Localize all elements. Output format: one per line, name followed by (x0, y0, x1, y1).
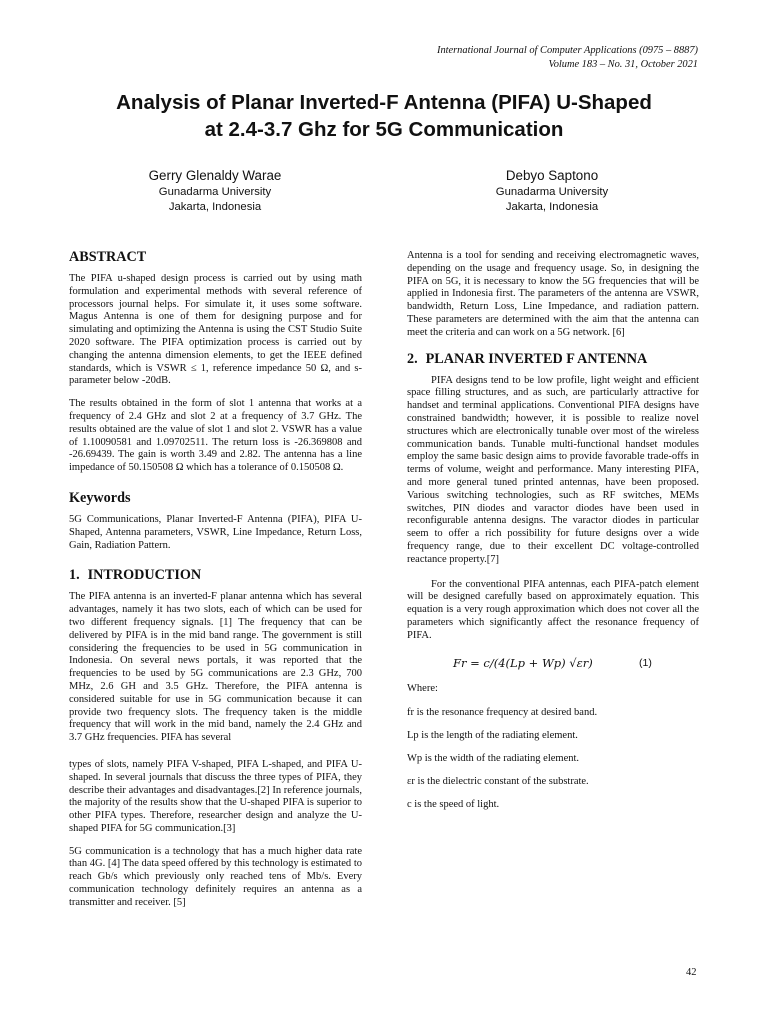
section-number: 2. (407, 350, 418, 367)
equation-number: (1) (639, 656, 652, 669)
where-label: Where: (407, 682, 438, 694)
keywords-text: 5G Communications, Planar Inverted-F Antenna (PIFA), PIFA U-Shaped, Antenna parameters, VSWR, Line Impedance, Return Loss, Gain, Radiation Pattern. (69, 513, 362, 551)
title-line-2: at 2.4-3.7 Ghz for 5G Communication (204, 118, 564, 141)
title-line-1: Analysis of Planar Inverted-F Antenna (PIFA) U-Shaped (116, 91, 652, 114)
abstract-heading: ABSTRACT (69, 249, 147, 265)
author-location: Jakarta, Indonesia (168, 201, 262, 213)
journal-volume: Volume 183 – No. 31, October 2021 (548, 59, 698, 70)
author-location: Jakarta, Indonesia (505, 201, 599, 213)
author-name: Gerry Glenaldy Warae (148, 168, 282, 183)
author-block-2 (422, 167, 682, 215)
equation-formula: Fr = c/(4(Lp + Wp) √εr) (453, 655, 593, 670)
abstract-paragraph-2: The results obtained in the form of slot 1 antenna that works at a frequency of 2.4 GHz and slot 2 at a frequency of 3.7 GHz. The results obtained are the value of slot 1 and slot 2. VSWR has a value of 1.10090581 and 1.09702511. The return loss is -26.369808 and -26.69439. The gain is worth 3.49 and 2.82. The antenna has a line impedance of 50.150508 Ω which has a tolerance of 0.150508 Ω. (69, 398, 362, 474)
author-name: Debyo Saptono (505, 168, 599, 183)
section2-paragraph-2: For the conventional PIFA antennas, each PIFA-patch element will be designed carefully based on approximately equation. This equation is a very rough approximation which does not cover all the parameters which significantly affect the resonance frequency of PIFA. (407, 578, 699, 641)
journal-name: International Journal of Computer Applications (0975 – 8887) (436, 45, 698, 56)
author-block-1 (85, 167, 345, 215)
left-column (69, 248, 362, 920)
author-affiliation: Gunadarma University (158, 186, 272, 198)
intro-paragraph-4: Antenna is a tool for sending and receiving electromagnetic waves, depending on the usage and frequency usage. So, in designing the PIFA on 5G, it is necessary to know the 5G frequencies that will be applied in Indonesia first. The parameters of the antenna are VSWR, bandwidth, Return Loss, Line Impedance, and radiation pattern. These parameters are determined with the aim that the antenna can meet the criteria and can work on a 5G network. [6] (407, 250, 699, 338)
intro-paragraph-1: The PIFA antenna is an inverted-F planar antenna which has several advantages, namely it has two slots, each of which can be used for two different frequency signals. [1] The frequency that can be delivered by PIFA is in the mid band range. The government is still considering the frequencies to be used in 5G communication in Indonesia. On several news portals, it was reported that the frequencies to be used by 5G communications are 2.3 GHz, 700 MHz, 2.6 GH and 3.5 GHz. Therefore, the PIFA antenna is considered suitable for use in 5G communication because it can provide two frequency slots. The frequency taken is the middle frequency that will work in the mid band, namely the 2.4 GHz and 3.7 GHz frequencies. PIFA has several (69, 591, 362, 744)
definition-c: c is the speed of light. (407, 798, 500, 810)
intro-paragraph-2: types of slots, namely PIFA V-shaped, PIFA L-shaped, and PIFA U-shaped. In several journals that discuss the three types of PIFA, they describe their advantages and disadvantages.[2] In reference journals, the majority of the results show that the U-shaped PIFA is superior to other PIFA types. Therefore, researcher design and analyze the U-shaped PIFA for 5G communication.[3] (69, 758, 362, 834)
author-affiliation: Gunadarma University (495, 186, 609, 198)
section2-paragraph-1: PIFA designs tend to be low profile, light weight and efficient space filling structures, and as such, are particularly attractive for handset and terminal applications. Conventional PIFA designs have constrained bandwidth; however, it is possible to realize novel structures which are electronically tunable over most of the wireless communication bands. Tunable multi-functional handset modules employ the same basic design aims to provide favorable trade-offs in terms of volume, weight and performance. Many interesting PIFA, and more general tuned printed antennas, have been proposed. Various switching technologies, such as RF switches, MEMs switches, PIN diodes and varactor diodes have been used in reconfigurable antenna designs. The varactor diodes in particular seem to offer a rich possibility for future designs over a wide frequency range, due to their excellent DC voltage-controlled reactance property.[7] (407, 374, 699, 565)
intro-heading (69, 566, 362, 584)
definition-fr: fr is the resonance frequency at desired band. (407, 707, 598, 719)
section-title: INTRODUCTION (87, 567, 202, 584)
section2-heading (407, 350, 699, 368)
equation-1 (407, 653, 699, 677)
definition-lp: Lp is the length of the radiating element. (407, 730, 578, 742)
definition-er: εr is the dielectric constant of the substrate. (407, 775, 589, 787)
keywords-heading: Keywords (69, 489, 131, 506)
abstract-paragraph-1: The PIFA u-shaped design process is carried out by using math formulation and experimental methods with several reference of processors journal helps. For simulate it, it uses some software. Magus Antenna is one of them for designing purpose and for simulating and optimizing the Antenna is using the CST Studio Suite 2020 software. The PIFA optimization process is carried out by changing the antenna dimension elements, to get the IEEE defined standards, which is VSWR ≤ 1, reference impedance 50 Ω, and s-parameter below -20dB. (69, 273, 362, 387)
right-column (407, 250, 699, 821)
section-number: 1. (69, 567, 80, 584)
definition-wp: Wp is the width of the radiating element. (407, 752, 580, 764)
page-number: 42 (686, 967, 697, 978)
section-title: PLANAR INVERTED F ANTENNA (425, 350, 648, 367)
paper-title (48, 89, 720, 143)
intro-paragraph-3: 5G communication is a technology that has a much higher data rate than 4G. [4] The data speed offered by this technology is estimated to reach Gb/s which previously only reached tens of Mb/s. Every communication technology definitely requires an antenna as a transmitter and receiver. [5] (69, 845, 362, 908)
journal-header (278, 44, 698, 72)
